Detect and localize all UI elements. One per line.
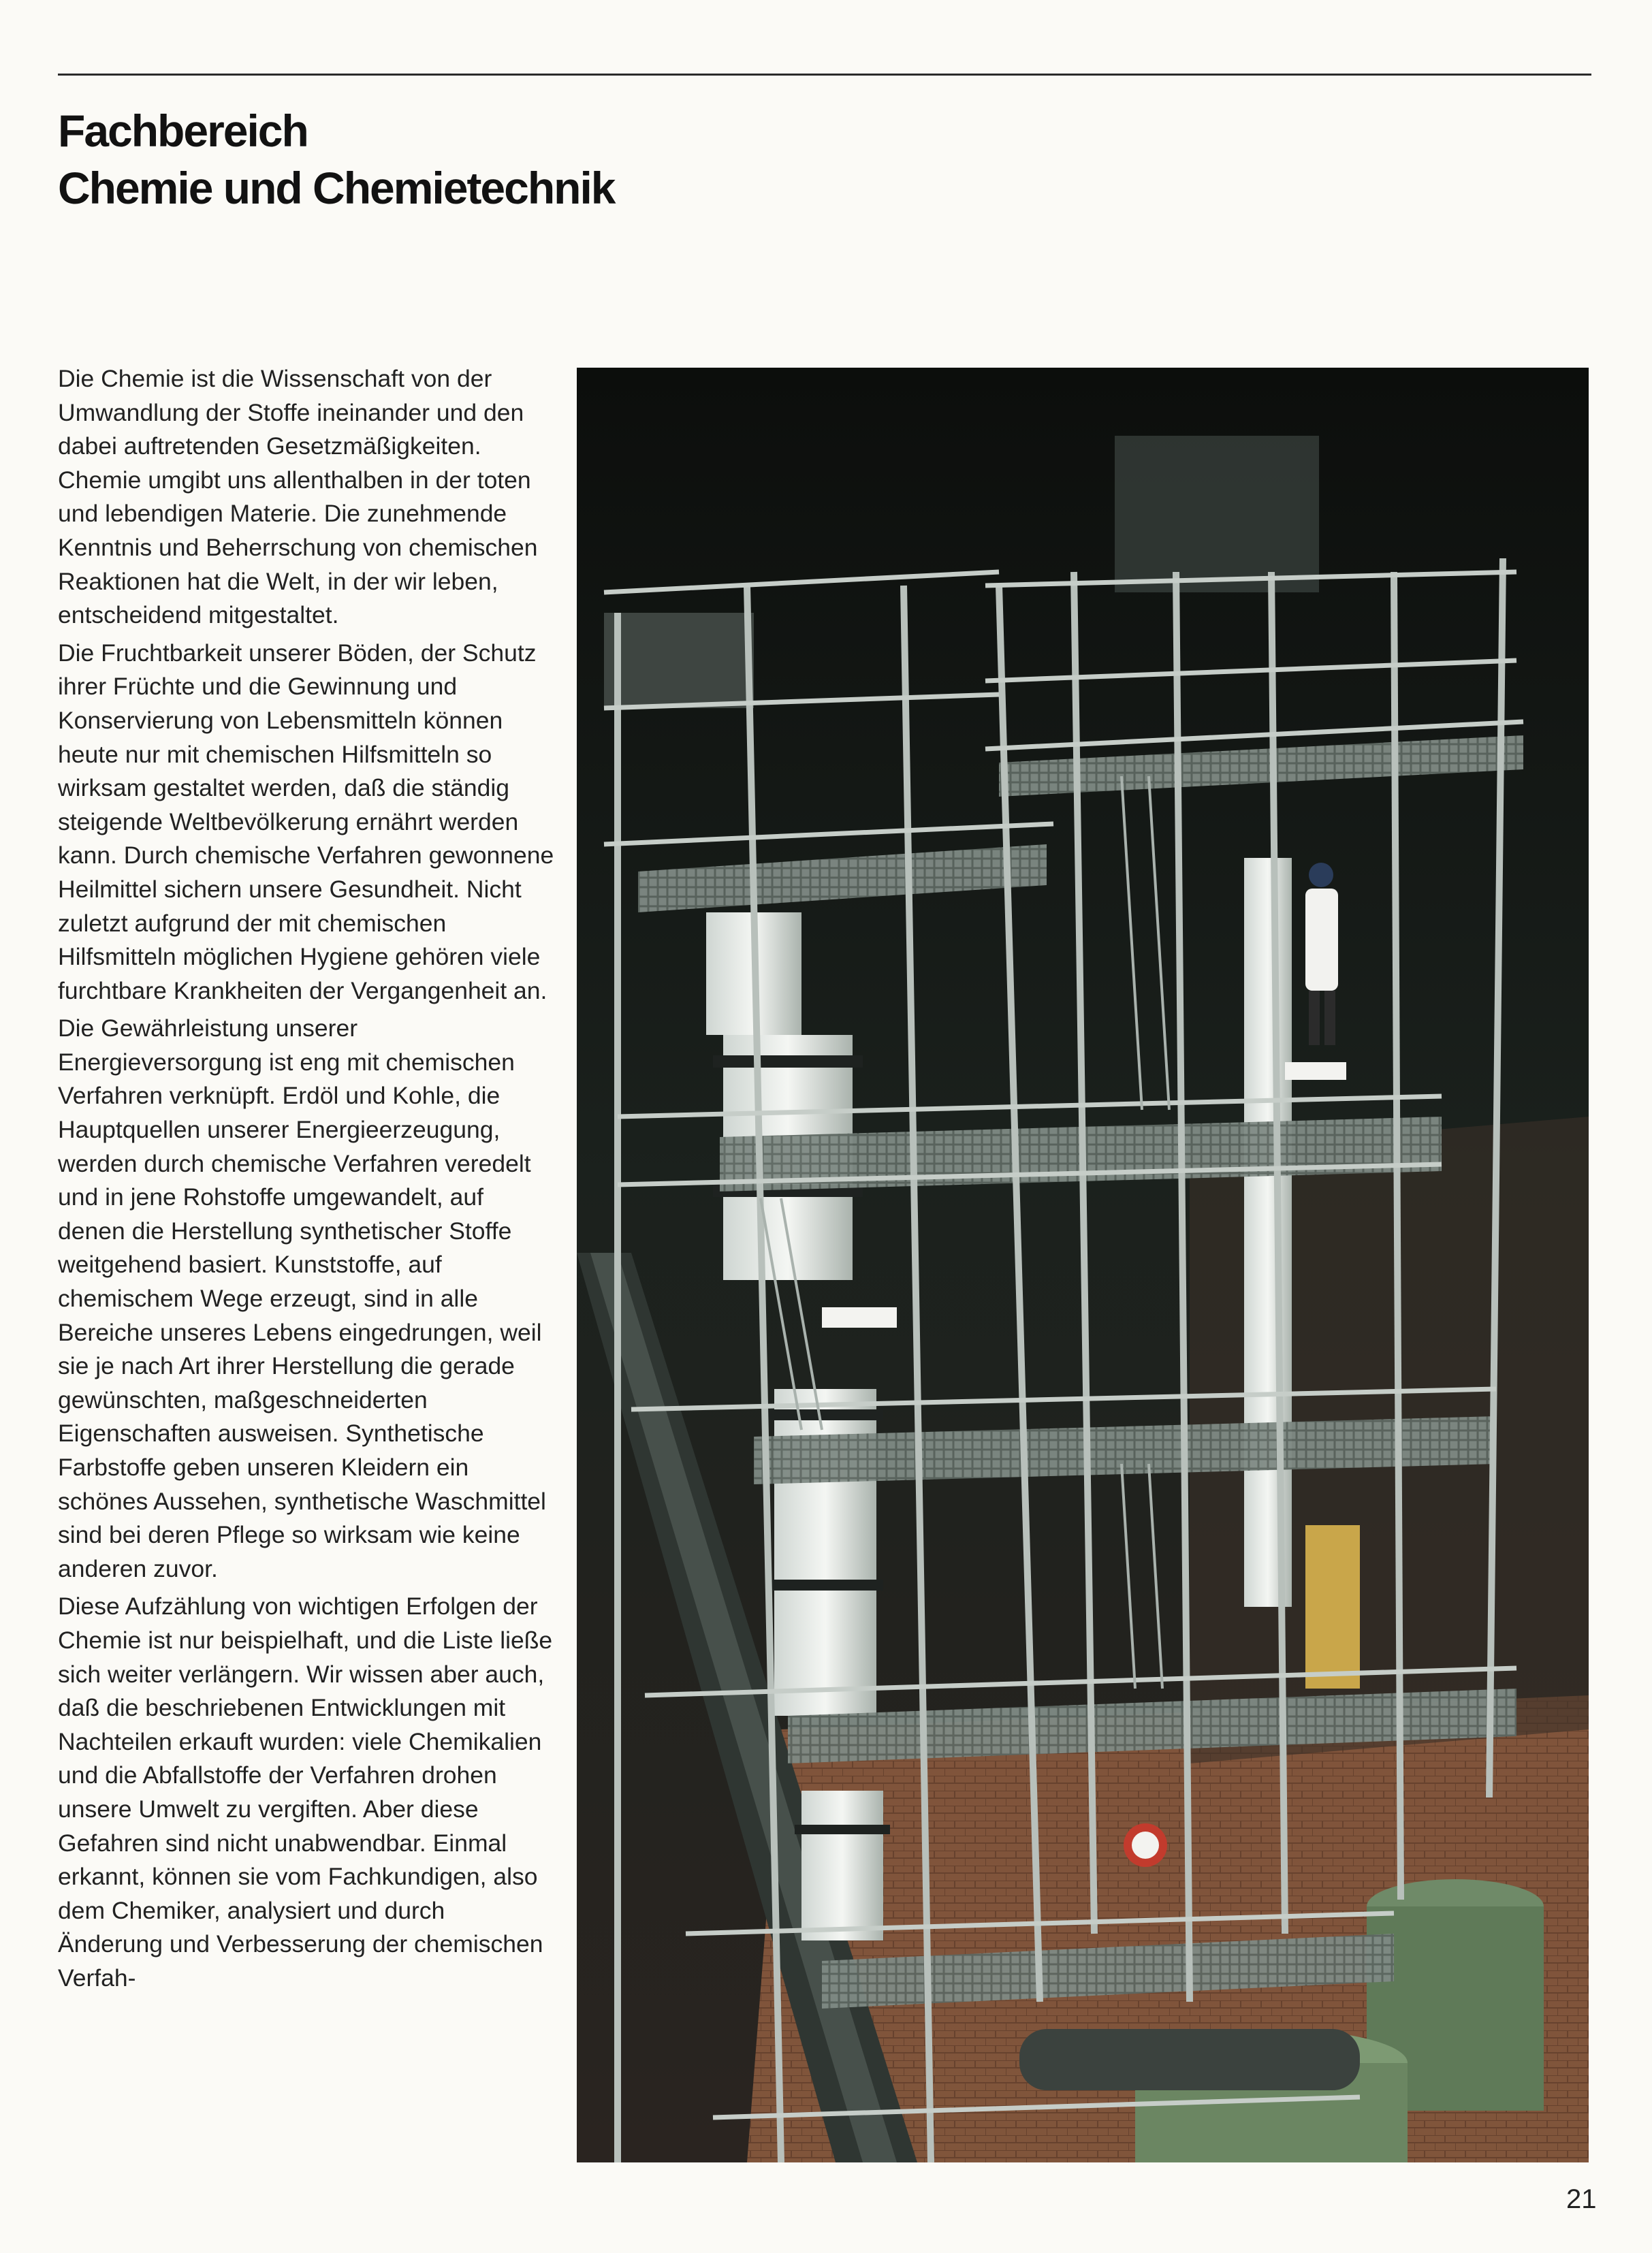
title-line-2: Chemie und Chemietechnik (58, 163, 615, 213)
industrial-plant-photo (577, 368, 1589, 2162)
title-line-1: Fachbereich (58, 106, 308, 156)
body-text (58, 362, 555, 2000)
page-number: 21 (1566, 2184, 1597, 2214)
paragraph-1: Die Chemie ist die Wissenschaft von der Umwandlung der Stoffe ineinander und den dabei auftretenden Gesetzmäßigkeiten. Chemie umgibt uns allenthalben in der toten und lebendigen Materie. Die zunehmende Kenntnis und Beherrschung von chemischen Reaktionen hat die Welt, in der wir leben, entscheidend mitgestaltet. (58, 365, 538, 629)
page-title (58, 102, 615, 217)
scaffold-illustration (577, 368, 1589, 2162)
top-rule (58, 74, 1591, 76)
paragraph-3: Die Gewährleistung unserer Energieversorgung ist eng mit chemischen Verfahren verknüpft. Erdöl und Kohle, die Hauptquellen unserer Energieerzeugung, werden durch chemische Verfahren veredelt und in jene Rohstoffe umgewandelt, auf denen die Herstellung synthetischer Stoffe weitgehend basiert. Kunststoffe, auf chemischem Wege erzeugt, sind in alle Bereiche unseres Lebens eingedrungen, weil sie je nach Art ihrer Herstellung die gerade gewünschten, maßgeschneiderten Eigenschaften ausweisen. Synthetische Farbstoffe geben unseren Kleidern ein schönes Aussehen, synthetische Waschmittel sind bei deren Pflege so wirksam wie keine anderen zuvor. (58, 1014, 546, 1582)
paragraph-4: Diese Aufzählung von wichtigen Erfolgen der Chemie ist nur beispielhaft, und die Liste ließe sich weiter verlängern. Wir wissen aber auch, daß die beschriebenen Entwicklungen mit Nachteilen erkauft wurden: viele Chemikalien und die Abfallstoffe der Verfahren drohen unsere Umwelt zu vergiften. Aber diese Gefahren sind nicht unabwendbar. Einmal erkannt, können sie vom Fachkundigen, also dem Chemiker, analysiert und durch Änderung und Verbesserung der chemischen Verfah- (58, 1593, 553, 1992)
paragraph-2: Die Fruchtbarkeit unserer Böden, der Schutz ihrer Früchte und die Gewinnung und Konservierung von Lebensmitteln können heute nur mit chemischen Hilfsmitteln so wirksam gestaltet werden, daß die ständig steigende Weltbevölkerung ernährt werden kann. Durch chemische Verfahren gewonnene Heilmittel sichern unsere Gesundheit. Nicht zuletzt aufgrund der mit chemischen Hilfsmitteln möglichen Hygiene gehören viele furchtbare Krankheiten der Vergangenheit an. (58, 639, 554, 1004)
